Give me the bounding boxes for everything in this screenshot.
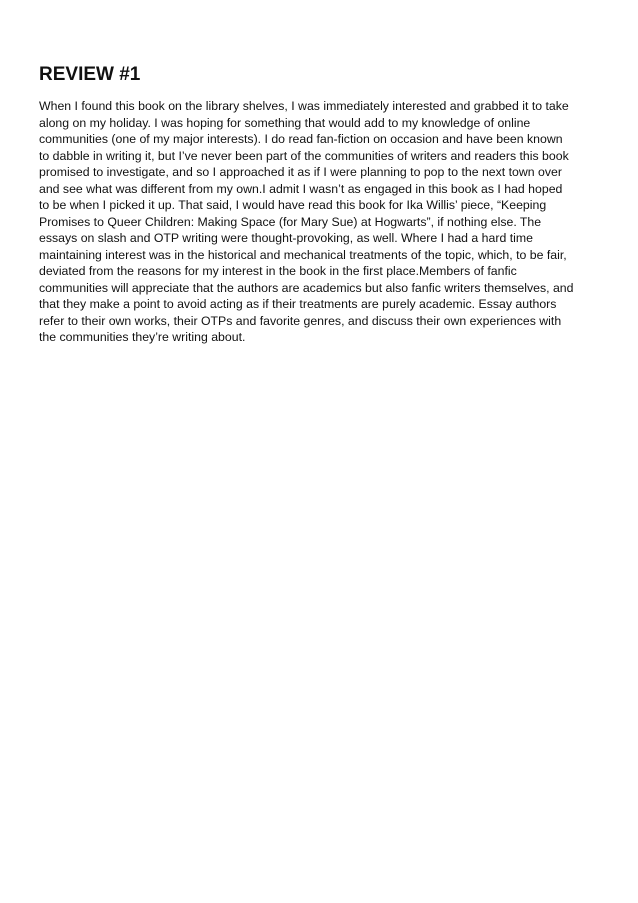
review-body-line: deviated from the reasons for my interest in the book in the first place.Members of fanfic — [39, 264, 517, 278]
review-body-line: that they make a point to avoid acting as if their treatments are purely academic. Essay authors — [39, 297, 557, 311]
review-body-line: to be when I picked it up. That said, I would have read this book for Ika Willis’ piece, “Keeping — [39, 198, 547, 212]
review-body — [39, 98, 609, 346]
review-body-line: the communities they’re writing about. — [39, 330, 246, 344]
review-body-line: communities (one of my major interests). I do read fan-fiction on occasion and have been known — [39, 132, 563, 146]
review-title: REVIEW #1 — [39, 64, 141, 85]
review-body-line: to dabble in writing it, but I’ve never been part of the communities of writers and readers this book — [39, 148, 569, 163]
review-body-line: refer to their own works, their OTPs and favorite genres, and discuss their own experiences with — [39, 313, 562, 328]
review-body-line: promised to investigate, and so I approached it as if I were planning to pop to the next town over — [39, 165, 562, 179]
review-body-line: communities will appreciate that the authors are academics but also fanfic writers themselves, and — [39, 280, 574, 295]
review-body-line: maintaining interest was in the historical and mechanical treatments of the topic, which, to be fair, — [39, 247, 567, 262]
review-body-line: and see what was different from my own.I admit I wasn’t as engaged in this book as I had hoped — [39, 181, 563, 196]
review-body-line: essays on slash and OTP writing were thought-provoking, as well. Where I had a hard time — [39, 231, 533, 245]
review-body-line: Promises to Queer Children: Making Space (for Mary Sue) at Hogwarts”, if nothing else. The — [39, 214, 542, 229]
review-body-line: When I found this book on the library shelves, I was immediately interested and grabbed it to take — [39, 99, 569, 113]
review-body-line: along on my holiday. I was hoping for something that would add to my knowledge of online — [39, 115, 531, 130]
